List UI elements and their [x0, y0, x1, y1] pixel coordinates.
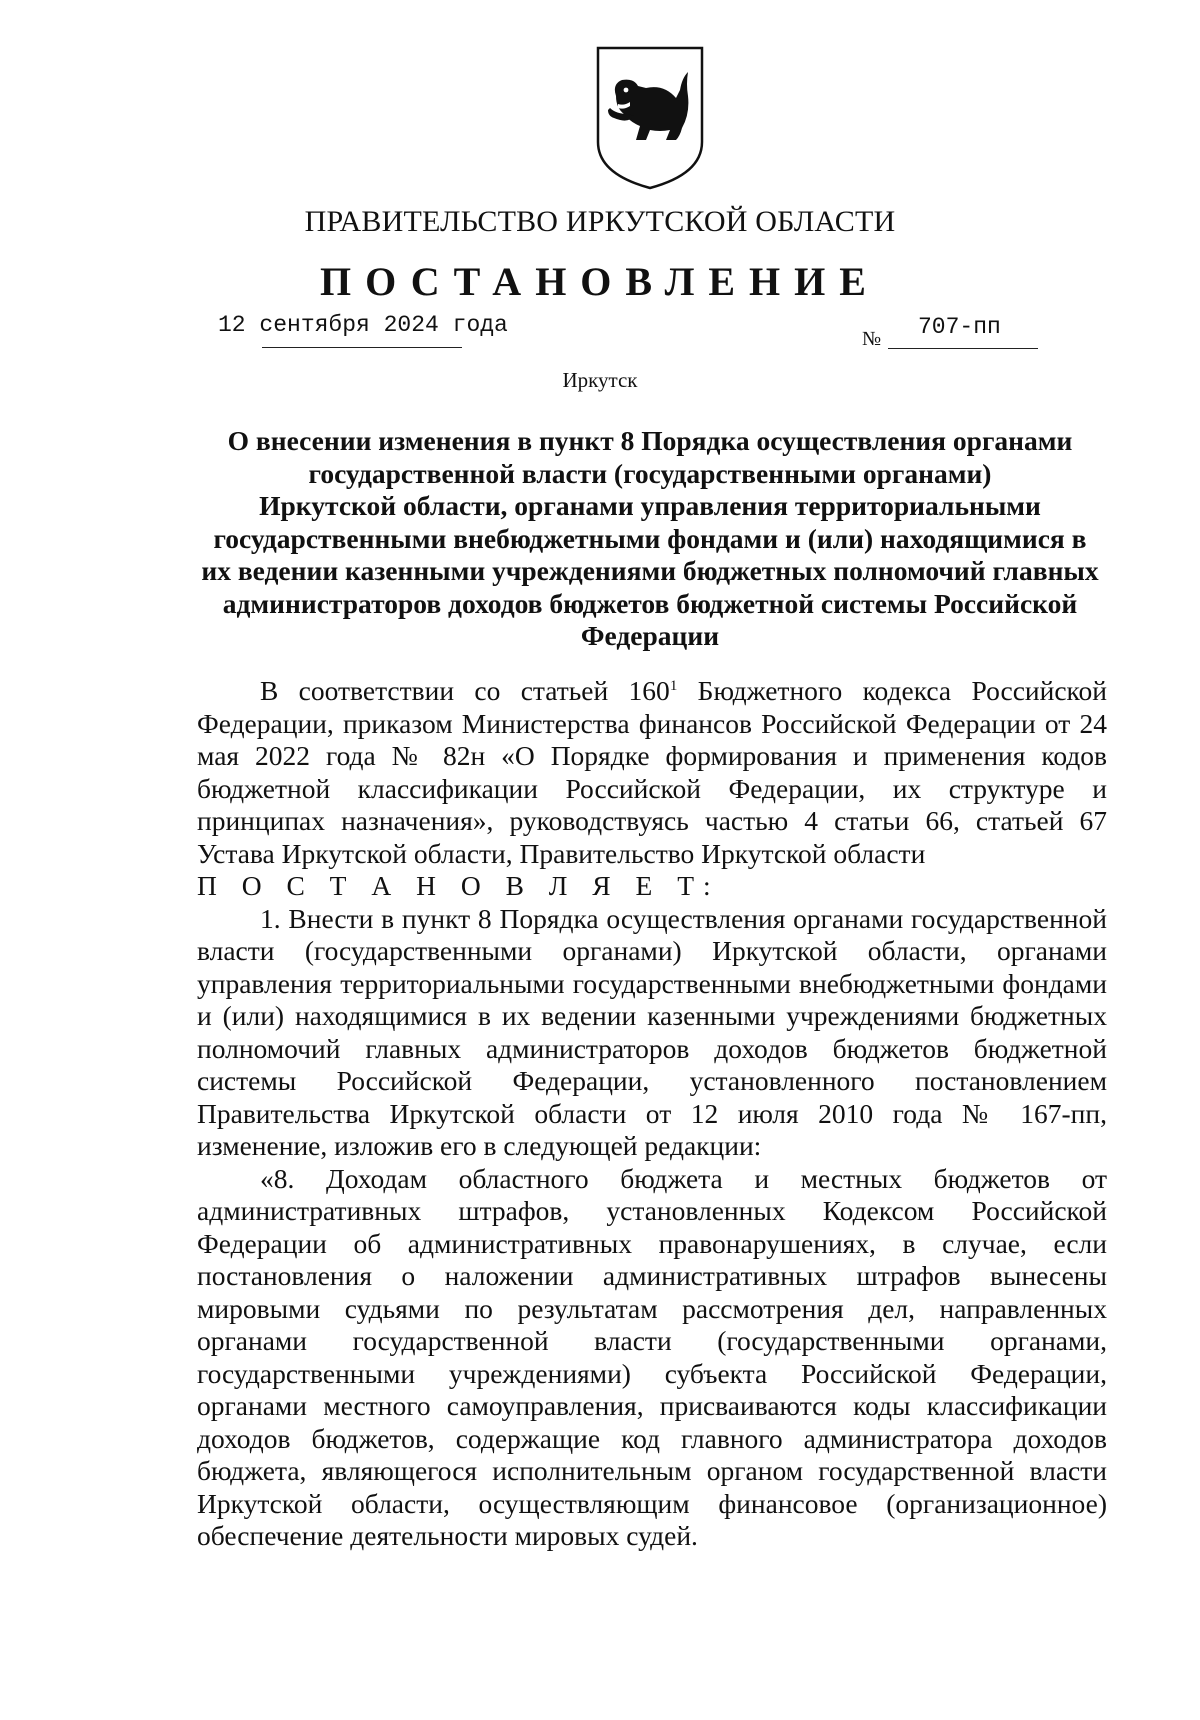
document-heading	[190, 425, 1110, 653]
article-superscript: 1	[669, 677, 678, 694]
preamble-paragraph	[197, 675, 1107, 870]
preamble-text-end: Бюджетного кодекса Российской Федерации, приказом Министерства финансов Российской Федерации от 24 мая 2022 года № 82н «О Порядке формирования и применения кодов бюджетной классификации Российской Федерации, их структуре и принципах назначения», руководствуясь частью 4 статьи 66, статьей 67 Устава Иркутской области, Правительство Иркутской области	[197, 675, 1107, 869]
document-number: 707-пп	[918, 314, 1001, 340]
item-1-paragraph: 1. Внести в пункт 8 Порядка осуществления органами государственной власти (государственными органами) Иркутской области, органами управления территориальными государственными внебюджетными фондами и (или) находящимися в их ведении казенными учреждениями бюджетных полномочий главных администраторов доходов бюджетов бюджетной системы Российской Федерации, установленного постановлением Правительства Иркутской области от 12 июля 2010 года № 167-пп, изменение, изложив его в следующей редакции:	[197, 902, 1107, 1161]
preamble-text-start: В соответствии со статьей 160	[260, 675, 670, 706]
document-date: 12 сентября 2024 года	[218, 312, 508, 338]
government-name: ПРАВИТЕЛЬСТВО ИРКУТСКОЙ ОБЛАСТИ	[304, 205, 896, 238]
decree-word: П О С Т А Н О В Л Я Е Т:	[197, 870, 720, 901]
heading-line: государственной власти (государственными органами)	[308, 457, 992, 489]
heading-line: О внесении изменения в пункт 8 Порядка осуществления органами	[227, 425, 1073, 456]
coat-of-arms-emblem	[594, 44, 706, 192]
heading-line: администраторов доходов бюджетов бюджетной системы Российской	[222, 587, 1078, 619]
heading-line: Федерации	[580, 620, 720, 651]
number-sign: №	[862, 328, 882, 350]
number-underline	[888, 348, 1038, 349]
date-underline	[262, 347, 462, 348]
heading-line: Иркутской области, органами управления территориальными	[259, 490, 1041, 521]
heading-line: их ведении казенными учреждениями бюджетных полномочий главных	[201, 555, 1099, 586]
document-body	[197, 675, 1107, 1553]
document-type-title: ПОСТАНОВЛЕНИЕ	[320, 259, 880, 304]
document-city: Иркутск	[562, 368, 638, 392]
heading-line: государственными внебюджетными фондами и (или) находящимися в	[213, 522, 1087, 554]
item-8-paragraph: «8. Доходам областного бюджета и местных бюджетов от административных штрафов, установленных Кодексом Российской Федерации об административных правонарушениях, в случае, если постановления о наложении административных штрафов вынесены мировыми судьями по результатам рассмотрения дел, направленных органами государственной власти (государственными органами, государственными учреждениями) субъекта Российской Федерации, органами местного самоуправления, присваиваются коды классификации доходов бюджетов, содержащие код главного администратора доходов бюджета, являющегося исполнительным органом государственной власти Иркутской области, осуществляющим финансовое (организационное) обеспечение деятельности мировых судей.	[197, 1162, 1107, 1551]
